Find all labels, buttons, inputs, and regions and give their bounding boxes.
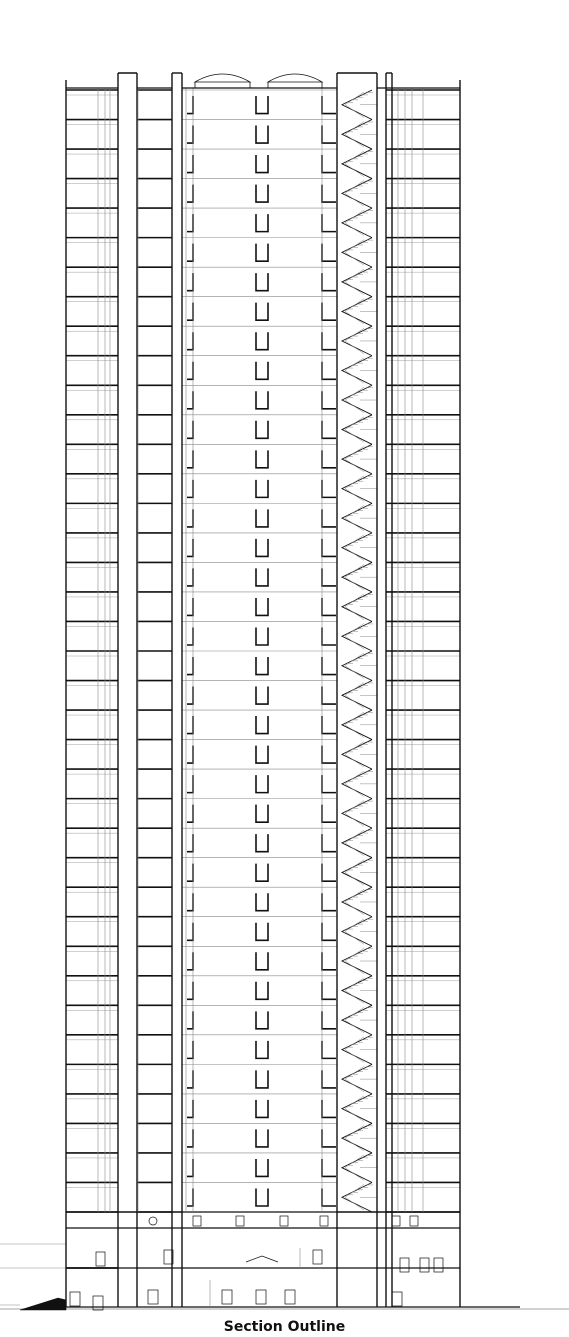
corridor-mark (322, 214, 336, 232)
corridor-mark (322, 509, 336, 527)
corridor-mark (187, 775, 193, 793)
podium-fixture (285, 1290, 295, 1304)
corridor-mark (256, 185, 268, 203)
corridor-mark (256, 657, 268, 675)
corridor-mark (187, 746, 193, 764)
roof-dome (195, 74, 250, 82)
vertical-shafts (66, 73, 460, 1307)
corridor-mark (187, 805, 193, 823)
corridor-mark (256, 1041, 268, 1059)
corridor-mark (256, 1070, 268, 1088)
podium-fixture (236, 1216, 244, 1226)
corridor-mark (322, 687, 336, 705)
corridor-mark (256, 126, 268, 144)
corridor-mark (256, 775, 268, 793)
corridor-mark (187, 1011, 193, 1029)
corridor-mark (322, 126, 336, 144)
corridor-mark (256, 155, 268, 173)
podium-fixture (392, 1216, 400, 1226)
corridor-mark (187, 627, 193, 645)
corridor-mark (322, 1159, 336, 1177)
corridor-mark (256, 982, 268, 1000)
corridor-mark (256, 1129, 268, 1147)
corridor-mark (322, 716, 336, 734)
corridor-mark (256, 568, 268, 586)
corridor-mark (322, 332, 336, 350)
corridor-mark (256, 303, 268, 321)
corridor-mark (322, 775, 336, 793)
corridor-mark (256, 332, 268, 350)
corridor-mark (187, 96, 193, 114)
stair-core (342, 90, 377, 1212)
corridor-mark (322, 244, 336, 262)
corridor-mark (256, 1159, 268, 1177)
corridor-mark (187, 923, 193, 941)
corridor-mark (256, 480, 268, 498)
podium-fixture (93, 1296, 103, 1310)
corridor-mark (187, 1159, 193, 1177)
corridor-mark (187, 273, 193, 291)
corridor-mark (187, 1070, 193, 1088)
corridor-mark (322, 185, 336, 203)
corridor-mark (187, 598, 193, 616)
section-caption: Section Outline (223, 1319, 346, 1335)
podium-detail (246, 1256, 278, 1262)
corridor-mark (256, 923, 268, 941)
roof-domes (66, 74, 460, 88)
corridor-mark (187, 421, 193, 439)
podium-fixture (392, 1292, 402, 1306)
podium-fixture (222, 1290, 232, 1304)
corridor-mark (322, 1011, 336, 1029)
corridor-mark (256, 244, 268, 262)
corridor-mark (256, 834, 268, 852)
ground-line (0, 1244, 569, 1310)
corridor-mark (187, 657, 193, 675)
corridor-mark (256, 952, 268, 970)
podium-fixture (434, 1258, 443, 1272)
corridor-mark (256, 450, 268, 468)
corridor-mark (256, 805, 268, 823)
corridor-mark (322, 834, 336, 852)
corridor-mark (187, 450, 193, 468)
corridor-mark (322, 923, 336, 941)
corridor-mark (187, 1100, 193, 1118)
corridor-mark (322, 421, 336, 439)
corridor-mark (322, 155, 336, 173)
corridor-mark (256, 1100, 268, 1118)
corridor-mark (322, 391, 336, 409)
corridor-mark (187, 982, 193, 1000)
corridor-mark (256, 421, 268, 439)
podium-fixture (148, 1290, 158, 1304)
corridor-mark (187, 332, 193, 350)
corridor-mark (322, 362, 336, 380)
podium-levels (66, 1212, 460, 1310)
podium-fixture-circle (149, 1217, 157, 1225)
podium-fixture (280, 1216, 288, 1226)
corridor-mark (187, 568, 193, 586)
corridor-mark (322, 1129, 336, 1147)
corridor-mark (322, 982, 336, 1000)
podium-fixture (70, 1292, 80, 1306)
corridor-mark (187, 1041, 193, 1059)
corridor-mark (187, 244, 193, 262)
corridor-mark (256, 539, 268, 557)
corridor-mark (187, 362, 193, 380)
corridor-mark (322, 627, 336, 645)
corridor-mark (256, 893, 268, 911)
corridor-mark (256, 391, 268, 409)
corridor-mark (187, 185, 193, 203)
corridor-mark (256, 214, 268, 232)
corridor-mark (187, 391, 193, 409)
corridor-mark (187, 1129, 193, 1147)
corridor-mark (256, 1188, 268, 1206)
corridor-mark (187, 716, 193, 734)
corridor-mark (322, 1100, 336, 1118)
corridor-mark (322, 598, 336, 616)
corridor-mark (322, 303, 336, 321)
corridor-mark (322, 96, 336, 114)
corridor-mark (256, 627, 268, 645)
ground-ramp (20, 1298, 66, 1310)
corridor-mark (322, 864, 336, 882)
corridor-mark (256, 96, 268, 114)
podium-fixture (320, 1216, 328, 1226)
corridor-mark (256, 598, 268, 616)
roof-dome (268, 74, 322, 82)
corridor-mark (256, 687, 268, 705)
corridor-mark (187, 539, 193, 557)
corridor-mark (256, 509, 268, 527)
corridor-mark (187, 687, 193, 705)
podium-fixture (313, 1250, 322, 1264)
corridor-mark (322, 1070, 336, 1088)
podium-fixture (96, 1252, 105, 1266)
corridor-mark (187, 214, 193, 232)
corridor-mark (256, 716, 268, 734)
corridor-mark (187, 952, 193, 970)
corridor-mark (256, 746, 268, 764)
corridor-mark (187, 303, 193, 321)
podium-fixture (400, 1258, 409, 1272)
corridor-mark (187, 155, 193, 173)
corridor-mark (187, 893, 193, 911)
podium-fixture (193, 1216, 201, 1226)
corridor-mark (322, 805, 336, 823)
corridor-mark (187, 834, 193, 852)
podium-fixture (256, 1290, 266, 1304)
corridor-mark (322, 893, 336, 911)
corridor-mark (256, 273, 268, 291)
corridor-mark (322, 657, 336, 675)
corridor-mark (322, 1041, 336, 1059)
corridor-mark (187, 864, 193, 882)
corridor-mark (187, 480, 193, 498)
corridor-mark (187, 509, 193, 527)
corridor-mark (322, 1188, 336, 1206)
corridor-mark (187, 126, 193, 144)
podium-fixture (420, 1258, 429, 1272)
typical-floors (66, 90, 460, 1212)
corridor-mark (256, 1011, 268, 1029)
corridor-mark (322, 952, 336, 970)
corridor-mark (256, 362, 268, 380)
corridor-mark (322, 539, 336, 557)
corridor-mark (322, 746, 336, 764)
corridor-mark (256, 864, 268, 882)
corridor-mark (322, 450, 336, 468)
corridor-mark (187, 1188, 193, 1206)
podium-fixture (410, 1216, 418, 1226)
corridor-mark (322, 568, 336, 586)
corridor-mark (322, 273, 336, 291)
corridor-mark (322, 480, 336, 498)
